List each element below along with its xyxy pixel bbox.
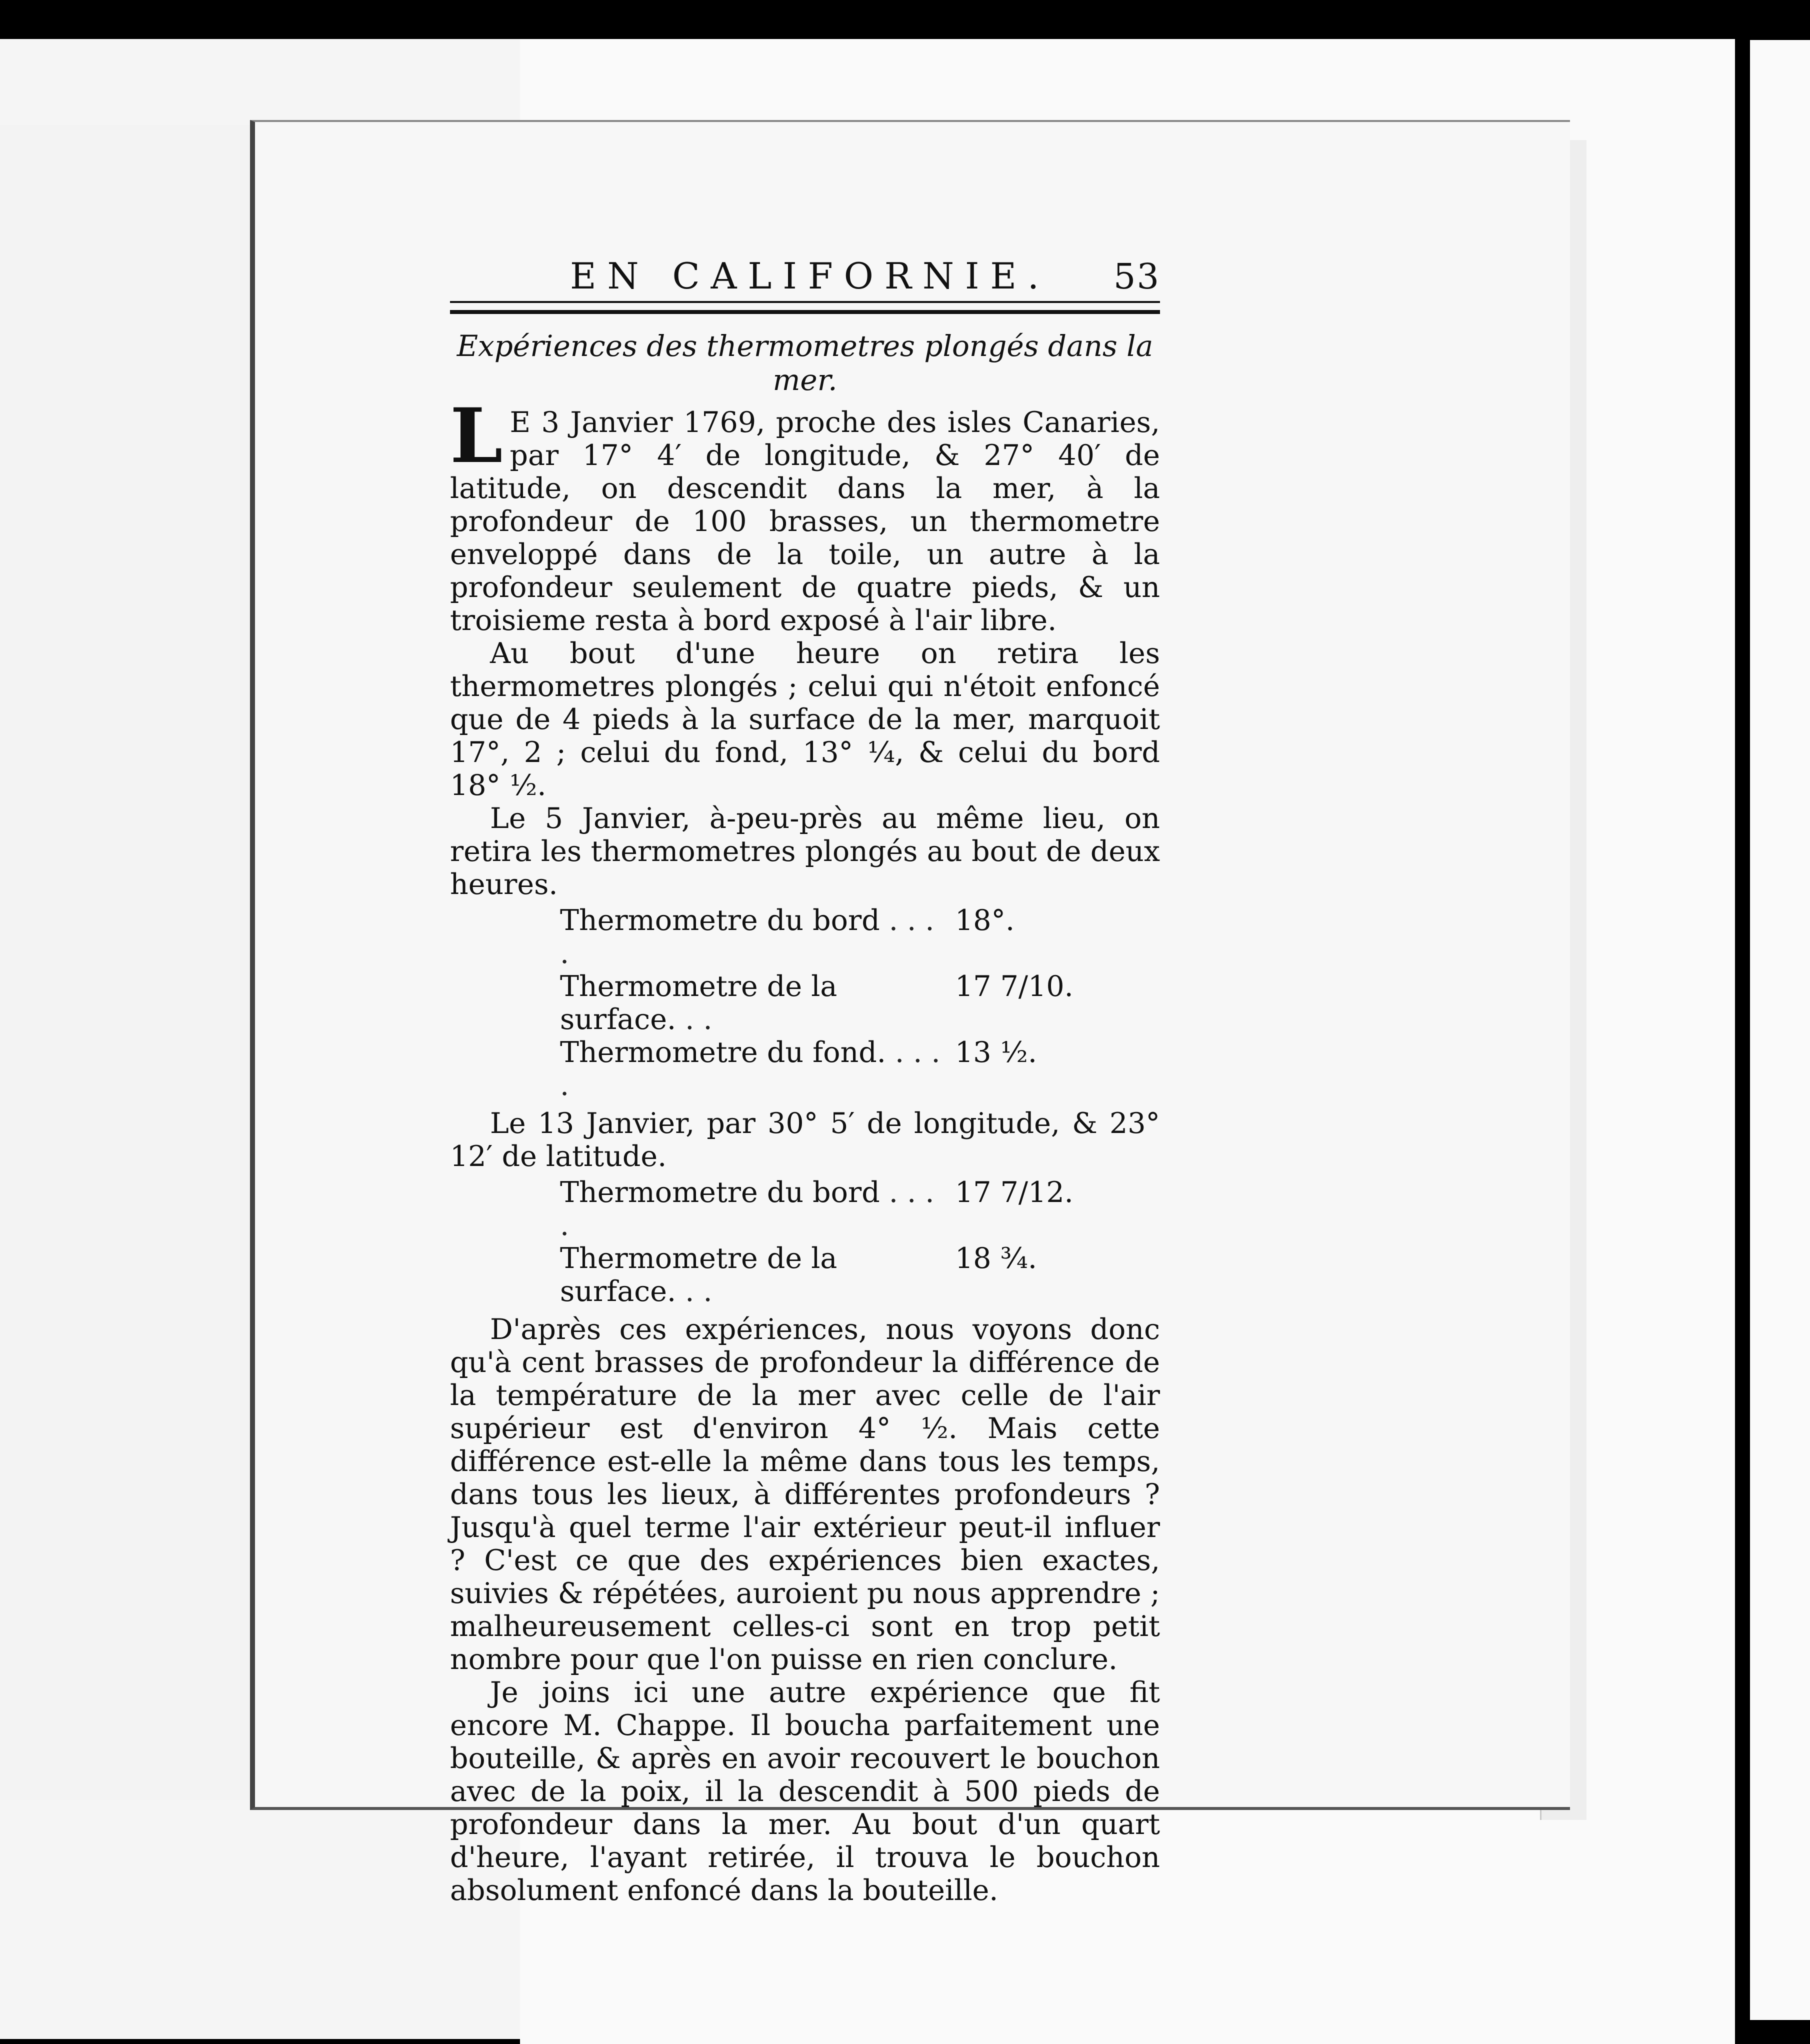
- reading-row: [560, 970, 1160, 1036]
- paragraph-2: Au bout d'une heure on retira les thermometres plongés ; celui qui n'étoit enfoncé que de 4 pieds à la surface de la mer, marquoit 17°, 2 ; celui du fond, 13° ¼, & celui du bord 18° ½.: [450, 637, 1160, 802]
- page-number: 53: [1113, 256, 1160, 297]
- running-head: [450, 255, 1160, 301]
- reading-label: Thermometre du bord: [560, 1176, 880, 1209]
- reading-label: Thermometre de la surface.: [560, 970, 838, 1036]
- running-title: EN CALIFORNIE.: [570, 255, 1050, 297]
- reading-value: 17 7/12.: [955, 1176, 1074, 1209]
- reading-dots: . . . .: [560, 1176, 934, 1242]
- reading-dots: . .: [685, 1003, 712, 1036]
- paragraph-6: Je joins ici une autre expérience que fit encore M. Chappe. Il boucha parfaitement une bouteille, & après en avoir recouvert le bouchon avec de la poix, il la descendit à 500 pieds de profondeur dans la mer. Au bout d'un quart d'heure, l'ayant retirée, il trouva le bouchon absolument enfoncé dans la bouteille.: [450, 1676, 1160, 1907]
- paragraph-1-text: E 3 Janvier 1769, proche des isles Canaries, par 17° 4′ de longitude, & 27° 40′ de latitude, on descendit dans la mer, à la profondeur de 100 brasses, un thermometre enveloppé dans de la toile, un autre à la profondeur seulement de quatre pieds, & un troisieme resta à bord exposé à l'air libre.: [450, 406, 1160, 637]
- section-title: Expériences des thermometres plongés dans la mer.: [456, 329, 1154, 397]
- reading-label: Thermometre de la surface.: [560, 1242, 838, 1308]
- reading-label: Thermometre du bord: [560, 904, 880, 937]
- scan-right-strip: [1750, 40, 1810, 2020]
- paragraph-1: [450, 392, 1160, 637]
- readings-jan5: [560, 904, 1160, 1102]
- paragraph-5: D'après ces expériences, nous voyons donc qu'à cent brasses de profondeur la différence de la température de la mer avec celle de l'air supérieur est d'environ 4° ½. Mais cette différence est-elle la même dans tous les temps, dans tous les lieux, à différentes profondeurs ? Jusqu'à quel terme l'air extérieur peut-il influer ? C'est ce que des expériences bien exactes, suivies & répétées, auroient pu nous apprendre ; malheureusement celles-ci sont en trop petit nombre pour que l'on puisse en rien conclure.: [450, 1313, 1160, 1676]
- reading-row: [560, 1036, 1160, 1102]
- paragraph-3: Le 5 Janvier, à-peu-près au même lieu, on retira les thermometres plongés au bout de deux heures.: [450, 802, 1160, 901]
- reading-value: 13 ½.: [955, 1036, 1038, 1069]
- readings-jan13: [560, 1176, 1160, 1308]
- paragraph-4: Le 13 Janvier, par 30° 5′ de longitude, & 23° 12′ de latitude.: [450, 1107, 1160, 1173]
- reading-row: [560, 1176, 1160, 1242]
- page-text: [450, 255, 1160, 1907]
- facing-page-edge: [0, 125, 252, 1800]
- reading-value: 17 7/10.: [955, 970, 1074, 1003]
- reading-row: [560, 904, 1160, 970]
- reading-dots: . . . .: [560, 1036, 940, 1102]
- reading-value: 18°.: [955, 904, 1015, 937]
- scan-top-border: [0, 0, 1810, 39]
- header-rule: [450, 301, 1160, 314]
- reading-label: Thermometre du fond.: [560, 1036, 886, 1069]
- reading-dots: . .: [685, 1275, 712, 1308]
- reading-row: [560, 1242, 1160, 1308]
- reading-value: 18 ¾.: [955, 1242, 1038, 1275]
- reading-dots: . . . .: [560, 904, 934, 970]
- drop-cap: L: [450, 392, 503, 480]
